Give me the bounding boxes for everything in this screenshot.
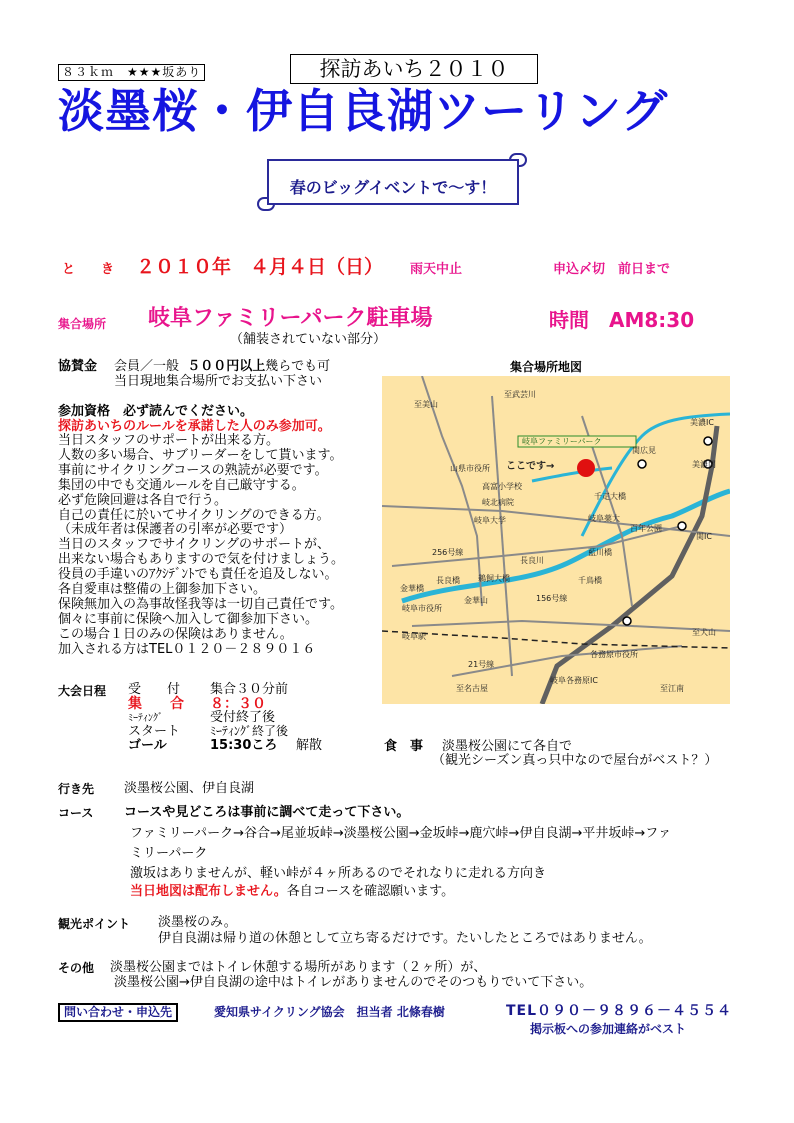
map-label: 長良川: [520, 556, 544, 565]
schedule-value: 15:30ころ: [210, 738, 278, 753]
meal-line1: 淡墨桜公園にて各自で: [442, 739, 573, 754]
course-note: 激坂はありませんが、軽い峠が４ヶ所あるのでそれなりに走れる方向き: [130, 866, 547, 881]
map-label: 各務原市役所: [590, 650, 638, 659]
other-label: その他: [58, 961, 95, 975]
map-label: 岐阜大学: [474, 516, 506, 525]
schedule-row: [128, 724, 288, 739]
map-label: 金華橋: [400, 584, 424, 593]
meeting-time: 時間 AM8:30: [549, 308, 695, 332]
series-title: 探訪あいち２０１０: [290, 54, 538, 84]
map-label: 金華山: [464, 596, 488, 605]
qualification-item: 当日のスタッフでサイクリングのサポートが、: [58, 537, 330, 553]
map-label: 至犬山: [692, 628, 716, 637]
qualification-item: 必ず危険回避は各自で行う。: [58, 492, 228, 508]
banner-scroll: [257, 153, 527, 211]
schedule-name: スタート: [128, 724, 181, 739]
schedule-value: ﾐｰﾃｨﾝｸﾞ終了後: [210, 724, 289, 738]
map-label: 至美山: [414, 400, 438, 409]
fee-member: 会員／一般: [114, 359, 180, 374]
fee-amount: ５００円以上: [187, 359, 266, 374]
contact-tel[interactable]: TEL０９０－９８９６－４５５４: [506, 1003, 733, 1019]
qualification-item: 出来ない場合もありますので気を付けましょう。: [58, 552, 345, 568]
qualification-label: 参加資格 必ず読んでください。: [58, 404, 254, 419]
contact-note: 掲示板への参加連絡がベスト: [530, 1022, 687, 1036]
schedule-extra: 解散: [296, 738, 323, 753]
map-label: 藍川橋: [588, 548, 612, 557]
map-label: 至名古屋: [456, 684, 488, 693]
course-route-cont: ミリーパーク: [130, 846, 208, 861]
qualification-item: この場合１日のみの保険はありません。: [58, 626, 293, 642]
map-graphic: [382, 376, 730, 704]
sightseeing-line2: 伊自良湖は帰り道の休憩として立ち寄るだけです。たいしたところではありません。: [158, 931, 652, 946]
distance-badge: ８３ｋｍ ★★★坂あり: [58, 64, 205, 81]
banner-body: [267, 159, 519, 205]
map-marker-label: ここです→: [506, 461, 555, 472]
qualification-item: 個々に事前に保険へ加入して御参加下さい。: [58, 611, 319, 627]
schedule-name: ゴール: [128, 738, 167, 753]
map-label: 156号線: [536, 594, 568, 603]
map-title: 集合場所地図: [510, 360, 583, 374]
map-label: 至江南: [660, 684, 684, 693]
schedule-value: 集合３０分前: [210, 682, 289, 697]
map-label: 256号線: [432, 548, 464, 557]
map-label: 関広見: [632, 446, 656, 455]
qualification-item: 事前にサイクリングコースの熟読が必要です。: [58, 462, 328, 478]
map-label: 関IC: [696, 532, 712, 541]
meal-line2: （観光シーズン真っ只中なので屋台がベスト？）: [432, 753, 718, 768]
course-label: コース: [58, 806, 94, 820]
schedule-value: ８：３０: [210, 696, 266, 712]
schedule-name: ﾐｰﾃｨﾝｸﾞ: [128, 713, 163, 724]
course-route: ファミリーパーク→谷合→尾並坂峠→淡墨桜公園→金坂峠→鹿穴峠→伊自良湖→平井坂峠→ファ: [130, 826, 671, 841]
course-map-note: [130, 884, 454, 899]
when-label: と き: [62, 262, 115, 277]
qualification-item: 保険無加入の為事故怪我等は一切自己責任です。: [58, 596, 343, 612]
qualification-item: 当日スタッフのサポートが出来る方。: [58, 433, 280, 448]
map-label: 岐阜駅: [402, 632, 426, 641]
map-label: 岐阜各務原IC: [550, 676, 598, 685]
event-date: ２０１０年 ４月４日（日）: [136, 256, 384, 278]
map-label: 高富小学校: [482, 482, 522, 491]
contact-org: 愛知県サイクリング協会 担当者 北條春樹: [214, 1005, 445, 1019]
map-label: 美濃関: [692, 460, 716, 469]
other-line1: 淡墨桜公園まではトイレ休憩する場所があります（２ヶ所）が、: [110, 960, 487, 975]
sightseeing-line1: 淡墨桜のみ。: [158, 915, 237, 930]
rain-note: 雨天中止: [410, 262, 463, 277]
qualification-item: 自己の責任に於いてサイクリングのできる方。: [58, 507, 330, 523]
fee-line2: 当日現地集合場所でお支払い下さい: [114, 374, 323, 389]
meeting-place: 岐阜ファミリーパーク駐車場: [148, 306, 433, 331]
schedule-row: [128, 682, 288, 697]
qualification-item: 加入される方はTEL０１２０－２８９０１６: [58, 641, 316, 657]
other-line2: 淡墨桜公園→伊自良湖の途中はトイレがありませんのでそのつもりでいて下さい。: [114, 975, 593, 990]
meeting-map: [382, 376, 730, 704]
map-label: 千疋大橋: [594, 492, 626, 501]
sightseeing-label: 観光ポイント: [58, 917, 131, 931]
meeting-label: 集合場所: [58, 317, 107, 331]
course-no-map: 当日地図は配布しません。: [130, 884, 287, 899]
map-label: 千鳥橋: [578, 576, 602, 585]
meeting-note: （舗装されていない部分）: [230, 332, 387, 347]
fee-any: 幾らでも可: [265, 359, 331, 374]
schedule-row: [128, 738, 322, 753]
schedule-name: 受 付: [128, 682, 181, 697]
deadline: 申込〆切 前日まで: [553, 262, 671, 277]
qualification-item: 人数の多い場合、サブリーダーをして貰います。: [58, 447, 343, 463]
map-label: 岐北病院: [482, 498, 514, 507]
map-label: 百年公園: [630, 524, 662, 533]
map-label: 鵜飼大橋: [478, 574, 510, 583]
course-confirm: 各自コースを確認願います。: [286, 884, 455, 899]
schedule-label: 大会日程: [58, 684, 107, 698]
map-label: 21号線: [468, 660, 495, 669]
map-label: 岐阜市役所: [402, 604, 442, 613]
fee-label: 協賛金: [58, 359, 98, 374]
qualification-item: 役員の手違いのｱｸｼﾃﾞﾝﾄでも責任を追及しない。: [58, 567, 338, 583]
qualification-item: 集団の中でも交通ルールを自己厳守する。: [58, 477, 305, 493]
map-label: 岐阜ファミリーパーク: [522, 437, 602, 446]
qualification-item: （未成年者は保護者の引率が必要です）: [58, 522, 293, 538]
map-label: 美濃IC: [690, 418, 714, 427]
qualification-rule: 探訪あいちのルールを承諾した人のみ参加可。: [58, 419, 331, 434]
destination-label: 行き先: [58, 782, 95, 796]
course-heading: コースや見どころは事前に調べて走って下さい。: [124, 805, 410, 820]
destination-value: 淡墨桜公園、伊自良湖: [124, 781, 255, 796]
map-label: 岐阜薬大: [588, 514, 620, 523]
contact-label: 問い合わせ・申込先: [58, 1003, 178, 1022]
map-label: 長良橋: [436, 576, 460, 585]
qualification-item: 各自愛車は整備の上御参加下さい。: [58, 582, 267, 598]
schedule-name: 集 合: [128, 696, 184, 712]
fee-line1: [114, 359, 330, 374]
banner-text: 春のビッグイベントで〜す！: [289, 178, 497, 197]
map-label: 至武芸川: [504, 390, 536, 399]
map-label: 山県市役所: [450, 464, 490, 473]
meal-label: 食 事: [384, 739, 424, 754]
schedule-value: 受付終了後: [210, 710, 276, 725]
main-title: 淡墨桜・伊自良湖ツーリング: [58, 84, 669, 138]
qualification-list: [58, 434, 344, 658]
